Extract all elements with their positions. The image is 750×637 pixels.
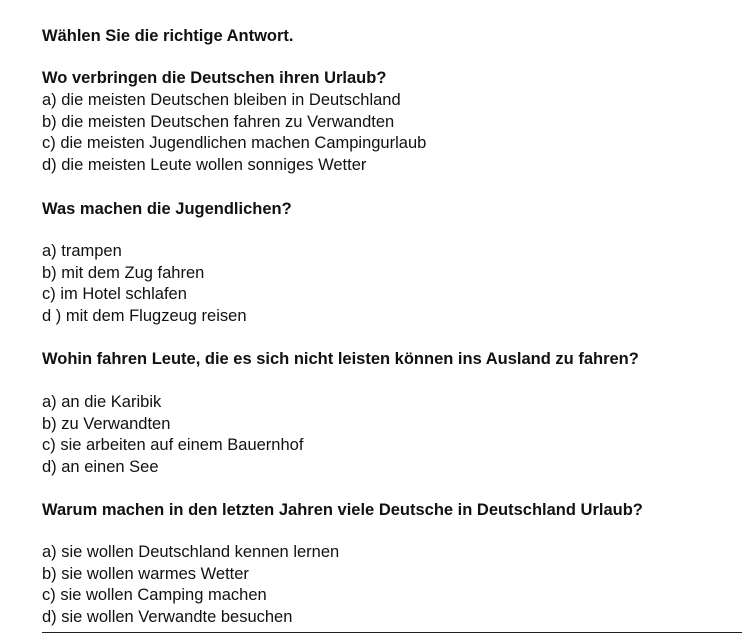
question-3-option-c: c) sie arbeiten auf einem Bauernhof (42, 436, 304, 454)
question-2-option-d: d ) mit dem Flugzeug reisen (42, 306, 247, 325)
question-3-option-b: b) zu Verwandten (42, 414, 171, 433)
question-2-options (42, 241, 247, 327)
question-4-title: Warum machen in den letzten Jahren viele Deutsche in Deutschland Urlaub? (42, 501, 643, 519)
question-1-title: Wo verbringen die Deutschen ihren Urlaub? (42, 69, 387, 87)
question-3-title: Wohin fahren Leute, die es sich nicht leisten können ins Ausland zu fahren? (42, 350, 639, 368)
bottom-divider (42, 632, 742, 633)
question-4-options (42, 542, 339, 628)
question-3-option-d: d) an einen See (42, 457, 159, 476)
question-3-option-a: a) an die Karibik (42, 393, 162, 411)
question-4-option-a: a) sie wollen Deutschland kennen lernen (42, 543, 340, 561)
question-4-option-c: c) sie wollen Camping machen (42, 586, 267, 604)
question-1-option-c: c) die meisten Jugendlichen machen Campingurlaub (42, 134, 427, 152)
question-1-option-b: b) die meisten Deutschen fahren zu Verwandten (42, 112, 395, 131)
question-1-options (42, 90, 426, 176)
question-2-title: Was machen die Jugendlichen? (42, 200, 292, 218)
question-1-option-a: a) die meisten Deutschen bleiben in Deutschland (42, 91, 401, 109)
question-2-option-a: a) trampen (42, 242, 122, 260)
question-2-option-b: b) mit dem Zug fahren (42, 263, 205, 282)
question-4-option-b: b) sie wollen warmes Wetter (42, 564, 249, 583)
question-4-option-d: d) sie wollen Verwandte besuchen (42, 607, 293, 626)
question-1-option-d: d) die meisten Leute wollen sonniges Wetter (42, 155, 367, 174)
question-2-option-c: c) im Hotel schlafen (42, 285, 187, 303)
question-3-options (42, 392, 303, 478)
instruction-heading: Wählen Sie die richtige Antwort. (42, 27, 294, 45)
